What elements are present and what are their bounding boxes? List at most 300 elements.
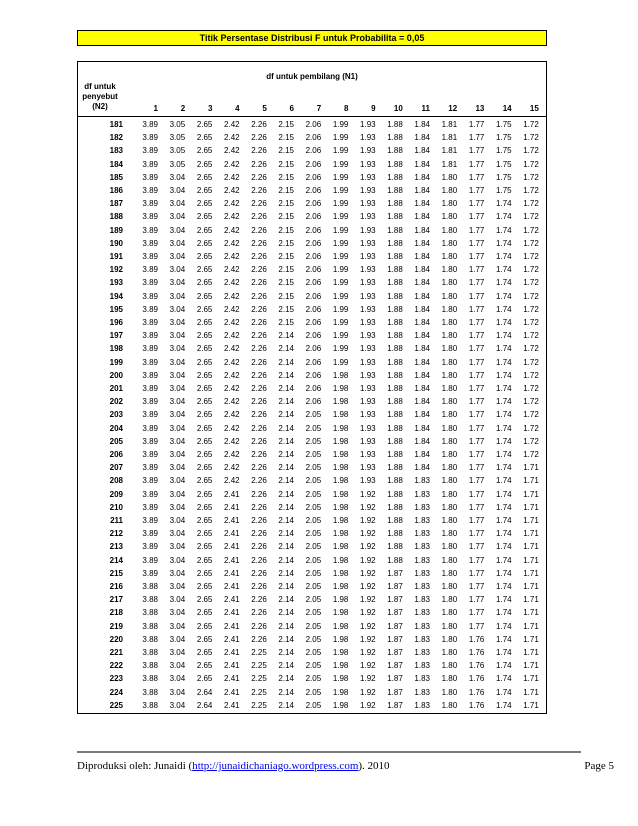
table-cell: 2.65: [196, 608, 213, 618]
table-cell: 1.93: [360, 199, 376, 209]
table-cell: 1.76: [468, 661, 485, 671]
table-cell: 2.65: [196, 252, 213, 261]
table-cell: 1.71: [523, 687, 539, 697]
table-cell: 2.06: [305, 370, 322, 380]
table-cell: 1.83: [414, 529, 430, 539]
table-cell: 1.93: [360, 476, 376, 486]
table-cell: 1.81: [441, 133, 458, 143]
row-df-label: 222: [109, 661, 123, 671]
table-cell: 1.77: [468, 397, 485, 407]
table-cell: 1.98: [332, 410, 349, 420]
table-cell: 1.99: [332, 212, 349, 222]
table-cell: 1.77: [468, 370, 485, 380]
footer-prefix: Diproduksi oleh: Junaidi (: [77, 760, 193, 772]
row-df-label: 213: [109, 542, 123, 552]
table-row: [78, 515, 546, 528]
table-row: [78, 357, 546, 370]
table-cell: 2.05: [305, 463, 322, 473]
table-cell: 1.71: [523, 608, 539, 618]
table-cell: 1.80: [441, 410, 458, 420]
table-cell: 2.06: [305, 212, 322, 222]
table-cell: 2.41: [224, 555, 240, 565]
table-cell: 2.06: [305, 304, 322, 314]
table-cell: 1.71: [523, 476, 539, 486]
footer-link[interactable]: http://junaidichaniago.wordpress.com: [192, 760, 359, 772]
row-df-label: 199: [109, 357, 123, 367]
table-cell: 1.75: [496, 133, 512, 143]
table-cell: 1.72: [523, 423, 539, 433]
table-cell: 2.41: [224, 634, 240, 644]
table-cell: 2.26: [251, 410, 267, 420]
table-cell: 1.84: [414, 331, 430, 341]
table-row: [78, 528, 546, 541]
row-df-label: 224: [109, 687, 123, 697]
table-cell: 1.80: [441, 621, 458, 631]
table-cell: 1.88: [387, 199, 403, 209]
table-cell: 1.71: [523, 661, 539, 671]
table-row: [78, 581, 546, 594]
table-cell: 2.06: [305, 252, 322, 261]
table-cell: 1.83: [414, 476, 430, 486]
column-header: 7: [316, 104, 322, 113]
table-cell: 3.89: [142, 291, 158, 301]
table-cell: 1.77: [468, 344, 485, 354]
table-cell: 3.04: [169, 463, 186, 473]
row-df-label: 197: [109, 331, 123, 341]
table-cell: 2.05: [305, 555, 322, 565]
table-cell: 3.04: [169, 687, 186, 697]
table-cell: 1.76: [468, 700, 485, 710]
row-df-label: 192: [109, 265, 123, 275]
table-cell: 2.26: [251, 542, 267, 552]
table-cell: 1.74: [496, 700, 512, 710]
denominator-df-label: [80, 82, 120, 112]
table-cell: 1.74: [496, 516, 512, 525]
table-cell: 1.92: [360, 542, 376, 552]
table-cell: 1.80: [441, 370, 458, 380]
table-cell: 1.87: [387, 582, 403, 591]
table-cell: 1.77: [468, 225, 485, 235]
table-row: [78, 185, 546, 198]
table-row: [78, 462, 546, 475]
row-df-label: 212: [109, 529, 123, 539]
table-cell: 1.84: [414, 265, 430, 275]
table-cell: 1.88: [387, 304, 403, 314]
table-cell: 1.75: [496, 159, 512, 169]
table-cell: 1.74: [496, 331, 512, 341]
table-cell: 2.65: [196, 370, 213, 380]
table-cell: 1.74: [496, 291, 512, 301]
table-cell: 1.77: [468, 608, 485, 618]
table-cell: 1.72: [523, 212, 539, 222]
table-cell: 1.87: [387, 661, 403, 671]
table-cell: 1.74: [496, 238, 512, 248]
table-cell: 2.15: [278, 120, 294, 129]
table-cell: 2.65: [196, 225, 213, 235]
table-cell: 1.88: [387, 357, 403, 367]
table-cell: 1.80: [441, 489, 458, 499]
table-cell: 3.04: [169, 278, 186, 288]
table-cell: 1.77: [468, 621, 485, 631]
table-cell: 1.77: [468, 463, 485, 473]
table-cell: 2.15: [278, 133, 294, 143]
table-cell: 2.06: [305, 172, 322, 182]
table-cell: 1.92: [360, 700, 376, 710]
table-cell: 2.26: [251, 172, 267, 182]
table-cell: 3.04: [169, 172, 186, 182]
table-cell: 3.05: [169, 133, 186, 143]
table-cell: 1.99: [332, 225, 349, 235]
table-cell: 3.04: [169, 661, 186, 671]
table-cell: 2.06: [305, 186, 322, 195]
table-cell: 2.05: [305, 687, 322, 697]
table-cell: 2.05: [305, 661, 322, 671]
table-row: [78, 198, 546, 211]
column-header: 4: [235, 104, 240, 113]
table-cell: 2.05: [305, 502, 322, 512]
table-cell: 1.88: [387, 463, 403, 473]
table-row: [78, 291, 546, 304]
table-cell: 1.99: [332, 291, 349, 301]
table-cell: 1.76: [468, 674, 485, 684]
table-cell: 1.80: [441, 238, 458, 248]
table-cell: 3.04: [169, 595, 186, 605]
table-cell: 2.05: [305, 608, 322, 618]
table-cell: 1.98: [332, 648, 349, 657]
table-cell: 1.74: [496, 687, 512, 697]
table-row: [78, 330, 546, 343]
table-cell: 2.05: [305, 529, 322, 539]
table-cell: 1.98: [332, 582, 349, 591]
row-df-label: 204: [109, 423, 123, 433]
table-cell: 2.06: [305, 318, 322, 327]
table-cell: 2.14: [278, 436, 294, 446]
table-cell: 1.72: [523, 344, 539, 354]
table-cell: 1.75: [496, 146, 512, 156]
table-cell: 2.14: [278, 648, 294, 657]
table-cell: 2.65: [196, 621, 213, 631]
table-cell: 3.04: [169, 318, 186, 327]
table-cell: 1.77: [468, 529, 485, 539]
row-df-label: 186: [109, 186, 123, 195]
table-cell: 1.77: [468, 238, 485, 248]
table-cell: 3.89: [142, 225, 158, 235]
table-cell: 3.89: [142, 172, 158, 182]
table-cell: 2.06: [305, 146, 322, 156]
table-cell: 2.06: [305, 357, 322, 367]
table-row: [78, 159, 546, 172]
row-df-label: 208: [109, 476, 123, 486]
row-df-label: 221: [109, 648, 123, 657]
table-cell: 1.74: [496, 568, 512, 578]
table-cell: 1.72: [523, 331, 539, 341]
table-cell: 1.84: [414, 436, 430, 446]
table-row: [78, 489, 546, 502]
table-cell: 1.98: [332, 568, 349, 578]
table-cell: 1.99: [332, 238, 349, 248]
table-cell: 2.42: [224, 370, 240, 380]
table-cell: 1.99: [332, 199, 349, 209]
table-cell: 1.84: [414, 357, 430, 367]
table-cell: 3.88: [142, 674, 158, 684]
table-cell: 1.92: [360, 555, 376, 565]
table-cell: 1.83: [414, 555, 430, 565]
table-cell: 1.80: [441, 318, 458, 327]
denominator-df-label-line: penyebut: [82, 92, 118, 101]
table-cell: 1.87: [387, 595, 403, 605]
table-cell: 1.84: [414, 159, 430, 169]
table-cell: 1.72: [523, 225, 539, 235]
table-cell: 2.42: [224, 357, 240, 367]
table-cell: 2.26: [251, 489, 267, 499]
table-row: [78, 555, 546, 568]
table-cell: 2.05: [305, 542, 322, 552]
row-df-label: 181: [109, 120, 123, 129]
table-cell: 2.14: [278, 476, 294, 486]
table-cell: 1.93: [360, 120, 376, 129]
table-cell: 1.84: [414, 120, 430, 129]
table-cell: 1.93: [360, 212, 376, 222]
table-cell: 1.71: [523, 529, 539, 539]
table-cell: 2.25: [251, 687, 267, 697]
table-cell: 1.84: [414, 304, 430, 314]
table-cell: 1.80: [441, 423, 458, 433]
table-cell: 1.74: [496, 648, 512, 657]
table-cell: 1.98: [332, 516, 349, 525]
row-df-label: 188: [109, 212, 123, 222]
table-cell: 2.42: [224, 120, 240, 129]
table-cell: 2.65: [196, 120, 213, 129]
table-cell: 1.88: [387, 410, 403, 420]
table-cell: 1.80: [441, 582, 458, 591]
table-cell: 1.93: [360, 423, 376, 433]
table-cell: 3.89: [142, 542, 158, 552]
table-cell: 1.92: [360, 529, 376, 539]
table-cell: 1.72: [523, 384, 539, 393]
table-cell: 2.26: [251, 555, 267, 565]
table-cell: 2.14: [278, 344, 294, 354]
table-cell: 1.75: [496, 172, 512, 182]
table-cell: 3.89: [142, 252, 158, 261]
row-df-label: 187: [109, 199, 123, 209]
table-cell: 2.05: [305, 674, 322, 684]
table-cell: 2.26: [251, 595, 267, 605]
table-cell: 2.42: [224, 146, 240, 156]
table-cell: 1.72: [523, 291, 539, 301]
table-cell: 3.04: [169, 608, 186, 618]
table-cell: 1.77: [468, 159, 485, 169]
table-cell: 3.04: [169, 423, 186, 433]
table-cell: 1.80: [441, 265, 458, 275]
table-cell: 1.88: [387, 331, 403, 341]
row-df-label: 215: [109, 568, 123, 578]
table-cell: 1.93: [360, 463, 376, 473]
table-cell: 1.87: [387, 621, 403, 631]
table-cell: 1.98: [332, 463, 349, 473]
table-cell: 3.89: [142, 450, 158, 459]
table-cell: 1.74: [496, 225, 512, 235]
table-cell: 1.72: [523, 278, 539, 288]
table-cell: 1.99: [332, 159, 349, 169]
table-cell: 2.65: [196, 318, 213, 327]
table-row: [78, 647, 546, 660]
table-cell: 1.93: [360, 186, 376, 195]
table-row: [78, 251, 546, 264]
table-cell: 2.42: [224, 159, 240, 169]
table-cell: 3.88: [142, 608, 158, 618]
table-cell: 1.80: [441, 199, 458, 209]
table-cell: 1.92: [360, 568, 376, 578]
denominator-df-label-line: (N2): [92, 102, 108, 111]
table-cell: 2.64: [196, 687, 213, 697]
table-cell: 2.42: [224, 436, 240, 446]
table-cell: 2.15: [278, 278, 294, 288]
table-cell: 3.04: [169, 252, 186, 261]
row-df-label: 216: [109, 582, 123, 591]
table-cell: 2.15: [278, 238, 294, 248]
table-cell: 1.71: [523, 502, 539, 512]
table-cell: 1.93: [360, 304, 376, 314]
table-cell: 1.84: [414, 344, 430, 354]
table-cell: 1.87: [387, 608, 403, 618]
table-cell: 1.72: [523, 318, 539, 327]
table-cell: 1.80: [441, 225, 458, 235]
table-cell: 1.77: [468, 199, 485, 209]
table-cell: 2.65: [196, 634, 213, 644]
row-df-label: 196: [109, 318, 123, 327]
table-header: [77, 61, 547, 117]
table-row: [78, 238, 546, 251]
table-cell: 2.15: [278, 172, 294, 182]
table-cell: 1.75: [496, 186, 512, 195]
table-cell: 1.72: [523, 172, 539, 182]
table-cell: 2.26: [251, 146, 267, 156]
table-cell: 3.89: [142, 331, 158, 341]
row-df-label: 190: [109, 238, 123, 248]
table-cell: 2.15: [278, 146, 294, 156]
table-cell: 1.84: [414, 225, 430, 235]
table-cell: 1.84: [414, 146, 430, 156]
table-cell: 2.41: [224, 516, 240, 525]
table-cell: 1.77: [468, 120, 485, 129]
table-cell: 2.14: [278, 397, 294, 407]
table-cell: 1.83: [414, 568, 430, 578]
table-cell: 2.41: [224, 568, 240, 578]
table-cell: 2.26: [251, 529, 267, 539]
table-cell: 1.92: [360, 608, 376, 618]
table-row: [78, 541, 546, 554]
table-cell: 2.26: [251, 423, 267, 433]
table-cell: 1.92: [360, 502, 376, 512]
row-df-label: 211: [110, 516, 123, 525]
row-df-label: 206: [109, 450, 123, 459]
table-cell: 3.04: [169, 436, 186, 446]
table-cell: 1.74: [496, 582, 512, 591]
table-cell: 3.04: [169, 476, 186, 486]
table-cell: 3.88: [142, 595, 158, 605]
table-cell: 2.41: [224, 608, 240, 618]
table-cell: 1.76: [468, 687, 485, 697]
table-cell: 2.42: [224, 252, 240, 261]
table-cell: 2.26: [251, 278, 267, 288]
numerator-df-label: df untuk pembilang (N1): [266, 72, 358, 81]
table-cell: 1.71: [523, 674, 539, 684]
table-cell: 2.15: [278, 291, 294, 301]
table-cell: 1.93: [360, 331, 376, 341]
table-cell: 2.65: [196, 410, 213, 420]
table-cell: 1.77: [468, 450, 485, 459]
table-cell: 1.71: [523, 634, 539, 644]
row-df-label: 185: [109, 172, 123, 182]
table-cell: 1.93: [360, 357, 376, 367]
table-row: [78, 277, 546, 290]
table-cell: 2.26: [251, 265, 267, 275]
table-cell: 2.42: [224, 238, 240, 248]
table-cell: 1.77: [468, 318, 485, 327]
table-cell: 1.71: [523, 542, 539, 552]
table-cell: 2.41: [224, 489, 240, 499]
table-cell: 1.84: [414, 318, 430, 327]
table-cell: 2.65: [196, 582, 213, 591]
row-df-label: 219: [109, 621, 123, 631]
table-cell: 2.42: [224, 172, 240, 182]
table-cell: 1.74: [496, 304, 512, 314]
table-cell: 2.26: [251, 344, 267, 354]
table-cell: 2.14: [278, 516, 294, 525]
table-cell: 1.88: [387, 516, 403, 525]
table-cell: 3.89: [142, 357, 158, 367]
table-row: [78, 621, 546, 634]
table-cell: 2.65: [196, 450, 213, 459]
table-cell: 1.74: [496, 542, 512, 552]
table-cell: 3.04: [169, 331, 186, 341]
table-cell: 1.71: [523, 700, 539, 710]
table-cell: 1.74: [496, 621, 512, 631]
table-cell: 1.99: [332, 318, 349, 327]
table-cell: 3.04: [169, 397, 186, 407]
table-cell: 1.88: [387, 384, 403, 393]
table-cell: 3.89: [142, 529, 158, 539]
table-cell: 3.04: [169, 621, 186, 631]
table-cell: 1.99: [332, 357, 349, 367]
table-cell: 1.80: [441, 516, 458, 525]
table-cell: 1.83: [414, 595, 430, 605]
table-cell: 2.65: [196, 568, 213, 578]
table-cell: 3.04: [169, 186, 186, 195]
table-cell: 1.84: [414, 133, 430, 143]
table-cell: 1.88: [387, 172, 403, 182]
row-df-label: 182: [109, 133, 123, 143]
table-cell: 1.80: [441, 608, 458, 618]
table-cell: 1.84: [414, 423, 430, 433]
table-cell: 1.80: [441, 384, 458, 393]
table-cell: 3.05: [169, 120, 186, 129]
table-cell: 2.65: [196, 331, 213, 341]
table-cell: 2.26: [251, 199, 267, 209]
table-cell: 2.41: [224, 595, 240, 605]
table-cell: 1.88: [387, 225, 403, 235]
table-cell: 1.84: [414, 463, 430, 473]
footer-suffix: ). 2010: [358, 760, 390, 772]
table-cell: 2.65: [196, 555, 213, 565]
table-cell: 2.15: [278, 186, 294, 195]
table-cell: 2.42: [224, 318, 240, 327]
column-header: 15: [529, 104, 539, 113]
table-cell: 3.04: [169, 542, 186, 552]
column-header: 11: [421, 104, 430, 113]
table-cell: 3.89: [142, 436, 158, 446]
table-cell: 2.15: [278, 318, 294, 327]
